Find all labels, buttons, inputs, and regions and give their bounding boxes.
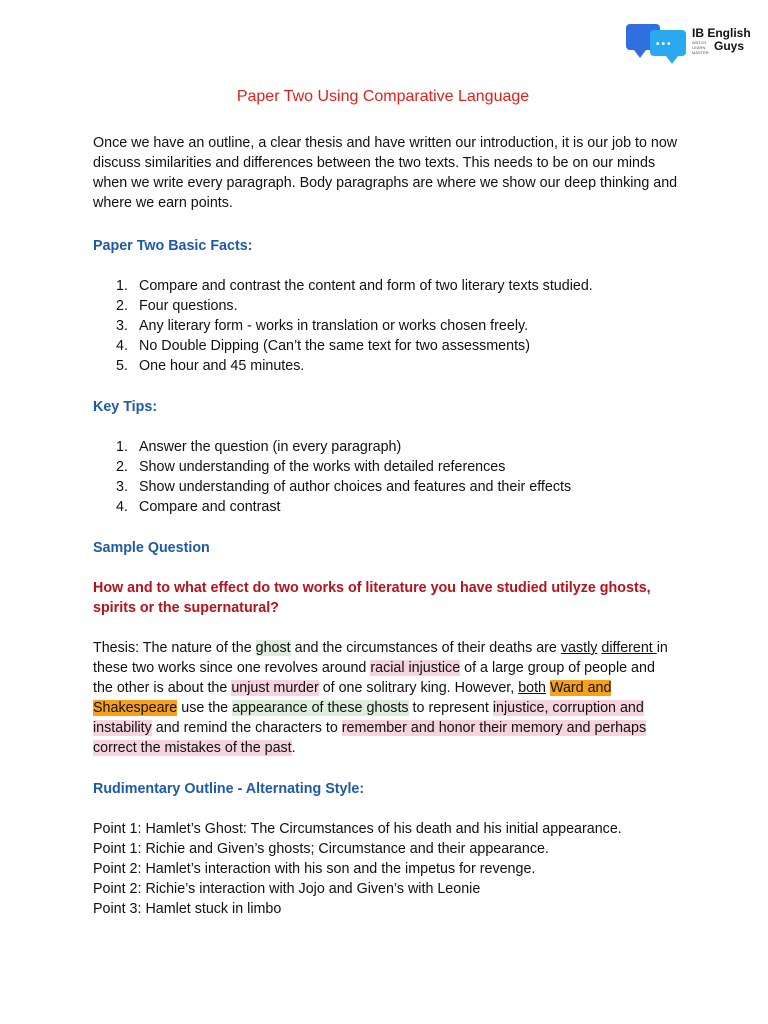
basic-facts-list	[93, 276, 678, 376]
brand-line1: IB English	[692, 26, 751, 40]
sample-question-heading: Sample Question	[93, 540, 210, 556]
outline-point: Point 2: Hamlet’s interaction with his son and the impetus for revenge.	[93, 861, 536, 877]
list-item: 4. No Double Dipping (Can’t the same text for two assessments)	[116, 338, 530, 354]
intro-paragraph: Once we have an outline, a clear thesis and have written our introduction, it is our job to now discuss similarities and differences between the two texts. This needs to be on our minds when we write every paragraph. Body paragraphs are where we show our deep thinking and where we earn points.	[93, 135, 678, 211]
list-item: 2. Four questions.	[116, 298, 238, 314]
outline-list	[93, 819, 678, 919]
page-title: Paper Two Using Comparative Language	[236, 88, 530, 105]
underline-vastly: vastly	[560, 640, 598, 656]
highlight-remember: remember and honor their memory and perhaps correct the mistakes of the past	[93, 720, 647, 756]
outline-point: Point 1: Richie and Given’s ghosts; Circumstance and their appearance.	[93, 841, 549, 857]
outline-point: Point 3: Hamlet stuck in limbo	[93, 901, 282, 917]
outline-point: Point 2: Richie’s interaction with Jojo and Given’s with Leonie	[93, 881, 481, 897]
highlight-injustice: injustice, corruption and instability	[93, 700, 644, 736]
brand-line2: Guys	[714, 39, 745, 53]
key-tips-list	[93, 437, 678, 517]
key-tips-heading: Key Tips:	[93, 399, 158, 415]
list-item: 2. Show understanding of the works with detailed references	[116, 459, 506, 475]
outline-heading: Rudimentary Outline - Alternating Style:	[93, 781, 365, 797]
brand-logo	[626, 22, 756, 66]
list-item: 4. Compare and contrast	[116, 499, 281, 515]
highlight-appearance: appearance of these ghosts	[232, 700, 409, 716]
list-item: 1. Answer the question (in every paragraph)	[116, 439, 402, 455]
list-item: 3. Any literary form - works in translation or works chosen freely.	[116, 318, 529, 334]
list-item: 5. One hour and 45 minutes.	[116, 358, 305, 374]
highlight-authors: Ward and Shakespeare	[93, 680, 612, 716]
sample-question-text: How and to what effect do two works of literature you have studied utilyze ghosts, spirits or the supernatural?	[93, 580, 651, 616]
highlight-ghost: ghost	[255, 640, 291, 656]
list-item: 3. Show understanding of author choices and features and their effects	[116, 479, 572, 495]
underline-both: both	[518, 680, 547, 696]
underline-different: different	[601, 640, 657, 656]
dots-icon: •••	[656, 39, 673, 50]
highlight-unjust-murder: unjust murder	[231, 680, 319, 696]
list-item: 1. Compare and contrast the content and form of two literary texts studied.	[116, 278, 593, 294]
brand-tagline: WATCH LEARN MASTER	[692, 40, 709, 55]
basic-facts-heading: Paper Two Basic Facts:	[93, 238, 253, 254]
highlight-racial-injustice: racial injustice	[370, 660, 461, 676]
thesis-paragraph: Thesis: The nature of the ghost and the circumstances of their deaths are vastly different in these two works since one revolves around racial injustice of a large group of people and the other is about the unjust murder of one solitrary king. However, both Ward and Shakespeare use the appearance of these ghosts to represent injustice, corruption and instability and remind the characters to remember and honor their memory and perhaps correct the mistakes of the past.	[93, 640, 668, 756]
outline-point: Point 1: Hamlet’s Ghost: The Circumstances of his death and his initial appearance.	[93, 821, 622, 837]
